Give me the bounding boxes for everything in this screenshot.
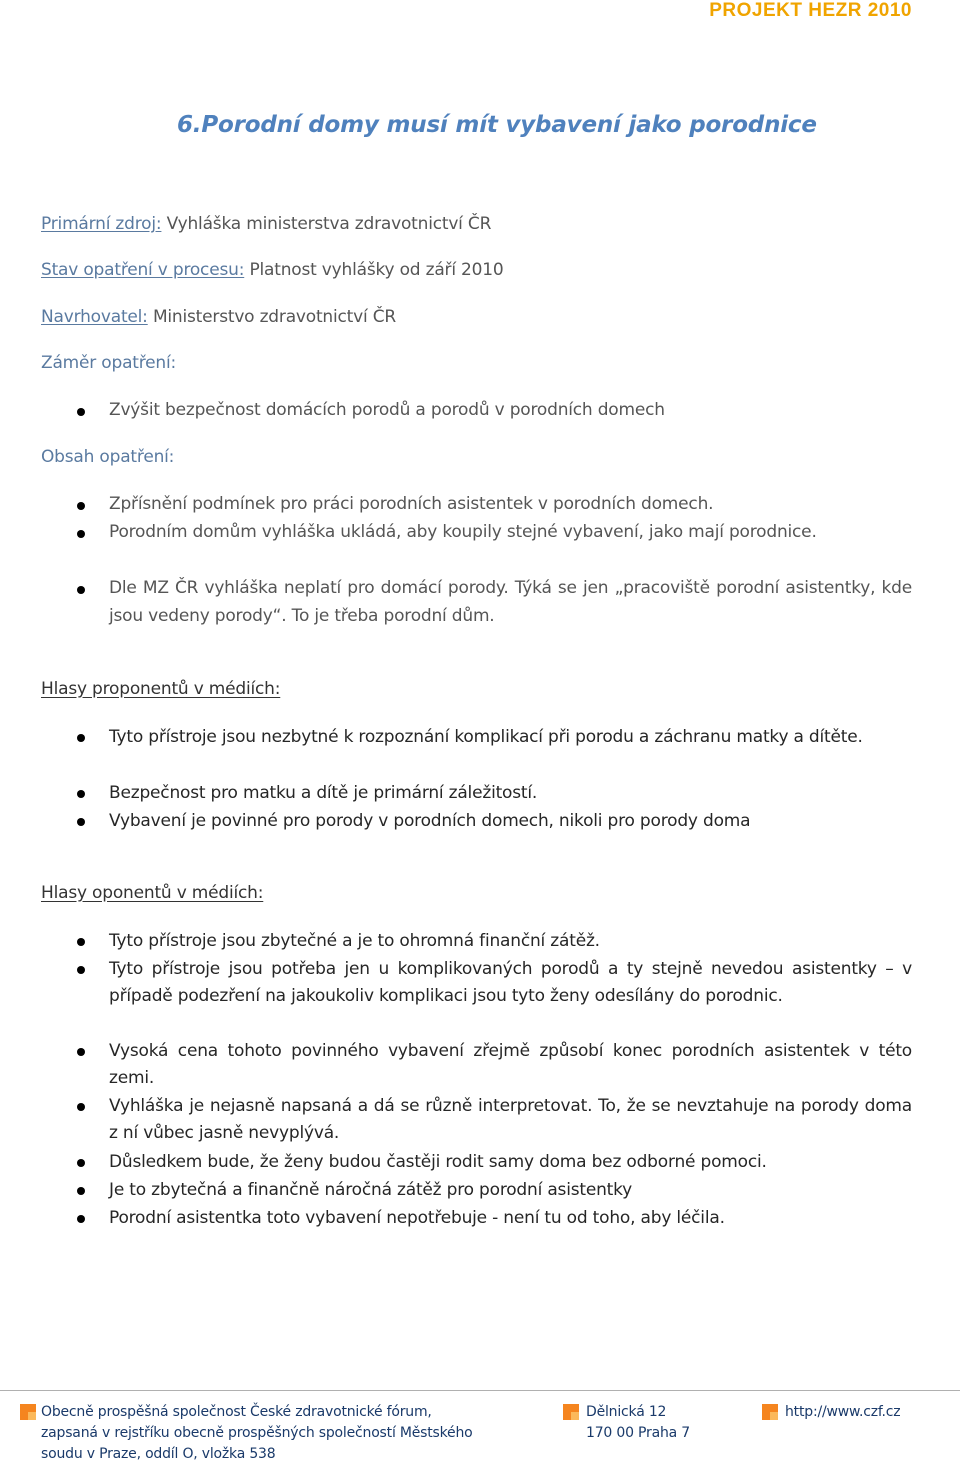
- list-item-text: Tyto přístroje jsou zbytečné a je to ohromná finanční zátěž.: [109, 931, 600, 951]
- meta-proposer: [41, 307, 396, 327]
- page-title: 6.Porodní domy musí mít vybavení jako porodnice: [177, 112, 817, 138]
- opponents-heading: Hlasy oponentů v médiích:: [41, 883, 264, 903]
- bullet-icon: [77, 586, 85, 594]
- intent-heading: Záměr opatření:: [41, 353, 177, 373]
- list-item-text: Porodním domům vyhláška ukládá, aby koupily stejné vybavení, jako mají porodnice.: [109, 522, 817, 542]
- brand-logo: PROJEKT HEZR 2010: [709, 0, 912, 21]
- list-item-text: Zvýšit bezpečnost domácích porodů a porodů v porodních domech: [109, 400, 665, 420]
- list-item-text: Důsledkem bude, že ženy budou častěji rodit samy doma bez odborné pomoci.: [109, 1152, 767, 1172]
- bullet-icon: [77, 790, 85, 798]
- bullet-icon: [77, 1215, 85, 1223]
- list-item-text: Je to zbytečná a finančně náročná zátěž pro porodní asistentky: [109, 1180, 633, 1200]
- bullet-icon: [77, 1048, 85, 1056]
- footer-org-line2: zapsaná v rejstříku obecně prospěšných společností Městského: [41, 1425, 473, 1441]
- footer-divider: [0, 1390, 960, 1391]
- meta-status-value: Platnost vyhlášky od září 2010: [249, 260, 504, 280]
- footer-address: [586, 1402, 690, 1444]
- list-item-text: Tyto přístroje jsou potřeba jen u komplikovaných porodů a ty stejně nevedou asistentky – v případě podezření na jakoukoliv komplikaci jsou tyto ženy odesílány do porodnic.: [109, 959, 912, 1006]
- meta-source-label: Primární zdroj:: [41, 214, 162, 234]
- bullet-icon: [77, 734, 85, 742]
- footer-org-line3: soudu v Praze, oddíl O, vložka 538: [41, 1446, 276, 1462]
- list-item-text: Dle MZ ČR vyhláška neplatí pro domácí porody. Týká se jen „pracoviště porodní asistentky, kde jsou vedeny porody“. To je třeba porodní dům.: [109, 578, 912, 626]
- list-item-text: Vysoká cena tohoto povinného vybavení zřejmě způsobí konec porodních asistentek v této zemi.: [109, 1041, 912, 1088]
- bullet-icon: [77, 1103, 85, 1111]
- meta-proposer-value: Ministerstvo zdravotnictví ČR: [152, 307, 397, 327]
- list-item-text: Porodní asistentka toto vybavení nepotřebuje - není tu od toho, aby léčila.: [109, 1208, 725, 1228]
- list-item-text: Vybavení je povinné pro porody v porodních domech, nikoli pro porody doma: [109, 811, 751, 831]
- meta-source-value: Vyhláška ministerstva zdravotnictví ČR: [166, 214, 492, 234]
- meta-status-label: Stav opatření v procesu:: [41, 260, 245, 280]
- footer-address-line1: Dělnická 12: [586, 1404, 667, 1420]
- bullet-icon: [77, 530, 85, 538]
- footer-org-icon: [20, 1404, 36, 1420]
- bullet-icon: [77, 1187, 85, 1195]
- bullet-icon: [77, 408, 85, 416]
- meta-status: [41, 260, 504, 280]
- bullet-icon: [77, 938, 85, 946]
- footer-address-icon: [563, 1404, 579, 1420]
- bullet-icon: [77, 1159, 85, 1167]
- footer-org: [41, 1402, 473, 1465]
- footer-web-icon: [762, 1404, 778, 1420]
- bullet-icon: [77, 966, 85, 974]
- content-heading: Obsah opatření:: [41, 447, 175, 467]
- footer-address-line2: 170 00 Praha 7: [586, 1425, 690, 1441]
- meta-proposer-label: Navrhovatel:: [41, 307, 148, 327]
- bullet-icon: [77, 818, 85, 826]
- footer-web-link[interactable]: http://www.czf.cz: [785, 1404, 901, 1420]
- bullet-icon: [77, 502, 85, 510]
- list-item-text: Zpřísnění podmínek pro práci porodních asistentek v porodních domech.: [109, 494, 714, 514]
- list-item-text: Tyto přístroje jsou nezbytné k rozpoznání komplikací při porodu a záchranu matky a dítěte.: [109, 727, 863, 747]
- footer-org-line1: Obecně prospěšná společnost České zdravotnické fórum,: [41, 1404, 432, 1420]
- list-item-text: Vyhláška je nejasně napsaná a dá se různě interpretovat. To, že se nevztahuje na porody doma z ní vůbec jasně nevyplývá.: [109, 1096, 912, 1143]
- list-item-text: Bezpečnost pro matku a dítě je primární záležitostí.: [109, 783, 538, 803]
- footer-web: [785, 1402, 900, 1423]
- meta-source: [41, 214, 491, 234]
- proponents-heading: Hlasy proponentů v médiích:: [41, 679, 281, 699]
